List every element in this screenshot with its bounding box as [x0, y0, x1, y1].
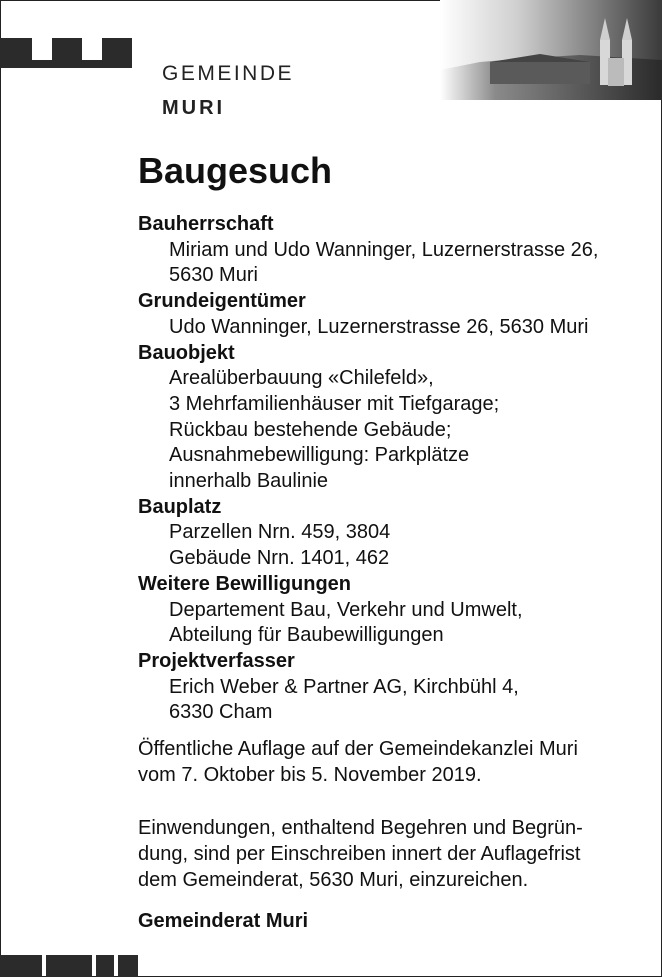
section-line: Parzellen Nrn. 459, 3804: [169, 521, 391, 544]
section-line: Arealüberbauung «Chilefeld»,: [169, 367, 434, 390]
notice-line: vom 7. Oktober bis 5. November 2019.: [138, 764, 482, 786]
monastery-illustration-icon: [440, 0, 662, 100]
section-line: 3 Mehrfamilienhäuser mit Tiefgarage;: [169, 392, 500, 415]
section-line: Miriam und Udo Wanninger, Luzernerstrasse 26,: [169, 238, 599, 261]
sections-list: [138, 212, 648, 726]
section-line: 5630 Muri: [169, 264, 258, 287]
section-heading-weitere-bewilligungen: Weitere Bewilligungen: [138, 572, 351, 595]
section-heading-bauherrschaft: Bauherrschaft: [138, 213, 274, 235]
notice-line: dung, sind per Einschreiben innert der Auflagefrist: [138, 843, 581, 865]
section-line: innerhalb Baulinie: [169, 470, 329, 493]
notice-line: dem Gemeinderat, 5630 Muri, einzureichen.: [138, 869, 529, 891]
brand-gemeinde: GEMEINDE: [162, 62, 295, 85]
section-heading-grundeigentuemer: Grundeigentümer: [138, 290, 306, 313]
section-line: 6330 Cham: [169, 701, 273, 724]
monastery-photo: [440, 0, 662, 100]
section-line: Abteilung für Baubewilligungen: [169, 624, 444, 647]
notice-line: Einwendungen, enthaltend Begehren und Begrün-: [138, 817, 583, 839]
header: [0, 0, 662, 130]
section-line: Departement Bau, Verkehr und Umwelt,: [169, 598, 523, 621]
section-heading-projektverfasser: Projektverfasser: [138, 649, 295, 672]
notice-auflage: [138, 736, 648, 788]
signature: Gemeinderat Muri: [138, 910, 309, 932]
section-line: Udo Wanninger, Luzernerstrasse 26, 5630 Muri: [169, 315, 589, 338]
footer-bar-4: [118, 955, 138, 977]
section-line: Gebäude Nrn. 1401, 462: [169, 547, 390, 570]
section-line: Rückbau bestehende Gebäude;: [169, 418, 452, 441]
footer-bar-3: [96, 955, 114, 977]
footer-bar-1: [0, 955, 42, 977]
footer-bar-2: [46, 955, 92, 977]
section-heading-bauobjekt: Bauobjekt: [138, 341, 235, 364]
logo-wall: [0, 60, 132, 68]
brand-muri: MURI: [162, 97, 226, 119]
notice-einwendungen: [138, 815, 648, 893]
section-heading-bauplatz: Bauplatz: [138, 495, 222, 518]
section-line: Erich Weber & Partner AG, Kirchbühl 4,: [169, 675, 519, 698]
section-line: Ausnahmebewilligung: Parkplätze: [169, 444, 470, 467]
page-title: Baugesuch: [138, 150, 333, 191]
notice-line: Öffentliche Auflage auf der Gemeindekanzlei Muri: [138, 738, 578, 760]
